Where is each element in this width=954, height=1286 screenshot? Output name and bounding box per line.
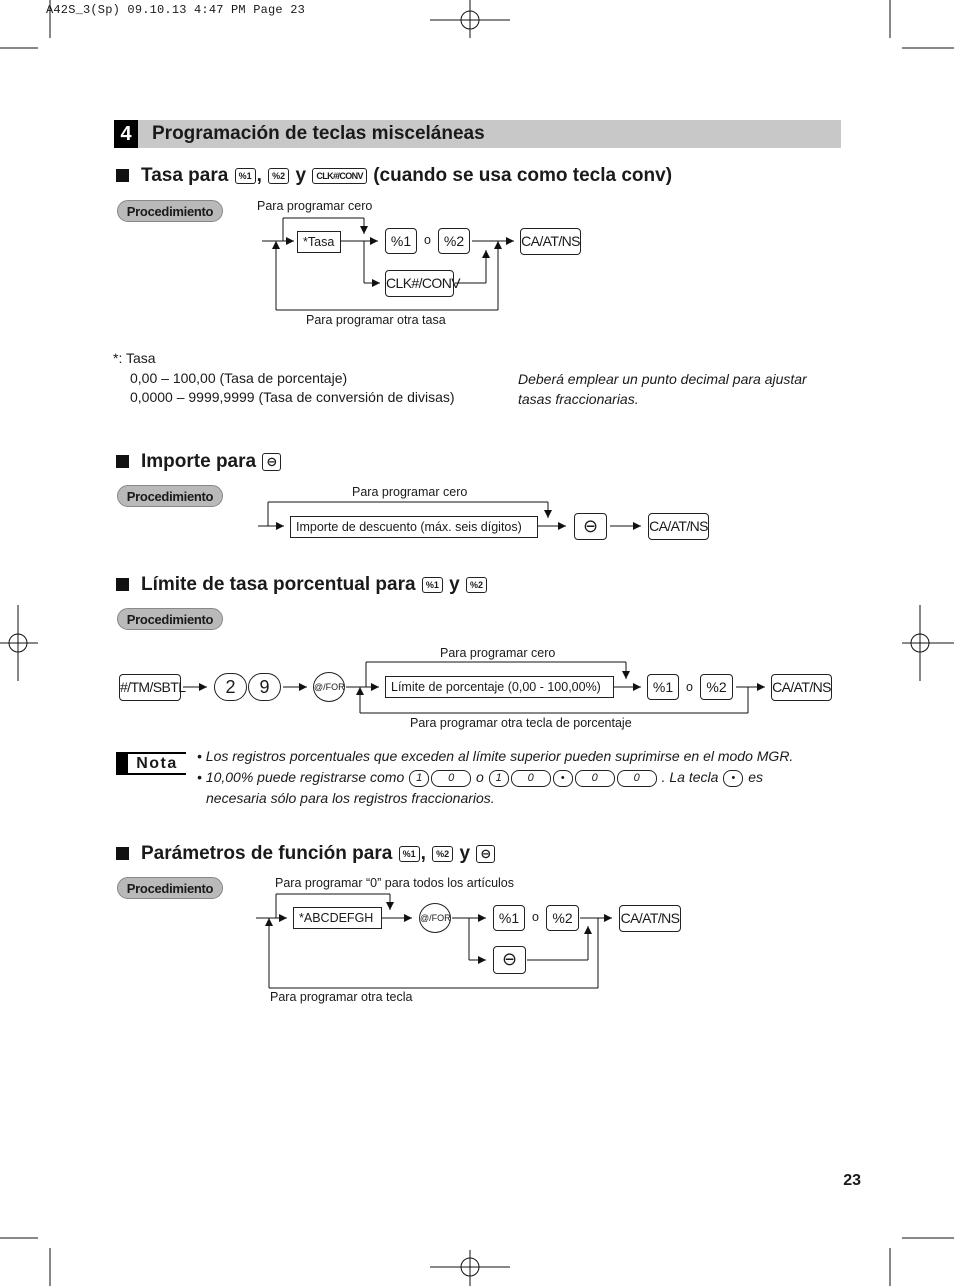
section-title: Programación de teclas misceláneas	[152, 123, 485, 144]
heading-text: Importe para	[141, 451, 257, 472]
bullet-square	[116, 169, 129, 182]
heading-y: y	[449, 574, 460, 595]
ca-at-ns-key: CA/AT/NS	[520, 228, 581, 255]
at-for-key: @/FOR	[419, 903, 451, 933]
or-label: o	[686, 680, 693, 694]
pct2-key: %2	[438, 228, 470, 254]
pct2-key-inline: %2	[268, 168, 289, 184]
heading-parametros	[141, 843, 496, 865]
note-range-1: 0,00 – 100,00 (Tasa de porcentaje)	[130, 370, 348, 386]
heading-comma: ,	[256, 165, 262, 186]
entry-abcdefgh: *ABCDEFGH	[293, 907, 382, 929]
key-0: 0	[431, 770, 471, 787]
key-1: 1	[409, 770, 429, 787]
label-program-other: Para programar otra tecla	[270, 990, 413, 1004]
print-header: A42S_3(Sp) 09.10.13 4:47 PM Page 23	[46, 3, 306, 17]
label-program-zero: Para programar cero	[440, 646, 556, 660]
pct2-key-inline: %2	[432, 846, 453, 862]
minus-key: ⊖	[493, 946, 526, 974]
nota-line-2	[197, 767, 763, 787]
label-program-other: Para programar otra tecla de porcentaje	[410, 716, 632, 730]
procedure-badge: Procedimiento	[117, 608, 223, 630]
heading-importe	[141, 451, 282, 473]
page-number: 23	[843, 1172, 861, 1189]
pct2-key: %2	[700, 674, 733, 700]
minus-key-inline: ⊖	[262, 453, 281, 471]
nota-line-3: necesaria sólo para los registros fraccionarios.	[206, 790, 495, 806]
pct2-key-inline: %2	[466, 577, 487, 593]
bullet-square	[116, 847, 129, 860]
clk-conv-key: CLK#/CONV	[385, 270, 454, 297]
bullet-square	[116, 578, 129, 591]
or-label: o	[424, 233, 431, 247]
pct1-key-inline: %1	[399, 846, 420, 862]
pct1-key-inline: %1	[422, 577, 443, 593]
entry-limit: Límite de porcentaje (0,00 - 100,00%)	[385, 676, 614, 698]
or-label: o	[532, 910, 539, 924]
heading-limite	[141, 574, 488, 596]
label-program-zero: Para programar cero	[257, 199, 373, 213]
ca-at-ns-key: CA/AT/NS	[619, 905, 681, 932]
key-1: 1	[489, 770, 509, 787]
heading-y: y	[459, 843, 471, 864]
minus-key-inline: ⊖	[476, 845, 495, 863]
nota-line-1: • Los registros porcentuales que exceden al límite superior pueden suprimirse en el modo MGR.	[197, 748, 794, 764]
key-0: 0	[617, 770, 657, 787]
procedure-badge: Procedimiento	[117, 485, 223, 507]
procedure-badge: Procedimiento	[117, 877, 223, 899]
minus-key: ⊖	[574, 513, 607, 540]
heading-y: y	[295, 165, 307, 186]
pct1-key: %1	[385, 228, 417, 254]
nota-text: . La tecla	[661, 769, 719, 785]
heading-suffix: (cuando se usa como tecla conv)	[373, 165, 673, 186]
note-right-1: Deberá emplear un punto decimal para ajustar	[518, 371, 807, 387]
note-range-2: 0,0000 – 9999,9999 (Tasa de conversión de divisas)	[130, 389, 455, 405]
heading-text: Límite de tasa porcentual para	[141, 574, 416, 595]
heading-text: Parámetros de función para	[141, 843, 393, 864]
ca-at-ns-key: CA/AT/NS	[648, 513, 709, 540]
label-program-other: Para programar otra tasa	[306, 313, 446, 327]
heading-tasa	[141, 165, 672, 187]
key-0: 0	[575, 770, 615, 787]
at-for-key: @/FOR	[313, 672, 345, 702]
procedure-badge: Procedimiento	[117, 200, 223, 222]
entry-tasa: *Tasa	[297, 231, 341, 253]
nota-badge: Nota	[128, 754, 186, 773]
heading-comma: ,	[420, 843, 426, 864]
note-right-2: tasas fraccionarias.	[518, 391, 639, 407]
heading-text: Tasa para	[141, 165, 229, 186]
digit-2-key: 2	[214, 673, 247, 701]
key-0: 0	[511, 770, 551, 787]
ca-at-ns-key: CA/AT/NS	[771, 674, 832, 701]
nota-or: o	[476, 769, 484, 785]
key-dot: •	[723, 770, 743, 787]
pct2-key: %2	[546, 905, 579, 931]
note-title: *: Tasa	[113, 350, 156, 366]
digit-9-key: 9	[248, 673, 281, 701]
pct1-key: %1	[647, 674, 679, 700]
label-program-zero: Para programar “0” para todos los artículos	[275, 876, 514, 890]
tm-sbtl-key: #/TM/SBTL	[119, 674, 181, 701]
nota-text: es	[748, 769, 764, 785]
section-number: 4	[114, 120, 138, 148]
pct1-key-inline: %1	[235, 168, 256, 184]
nota-text: • 10,00% puede registrarse como	[197, 769, 405, 785]
key-dot: •	[553, 770, 573, 787]
bullet-square	[116, 455, 129, 468]
pct1-key: %1	[493, 905, 525, 931]
entry-discount: Importe de descuento (máx. seis dígitos)	[290, 516, 538, 538]
label-program-zero: Para programar cero	[352, 485, 468, 499]
clk-conv-key-inline: CLK#/CONV	[312, 168, 367, 184]
